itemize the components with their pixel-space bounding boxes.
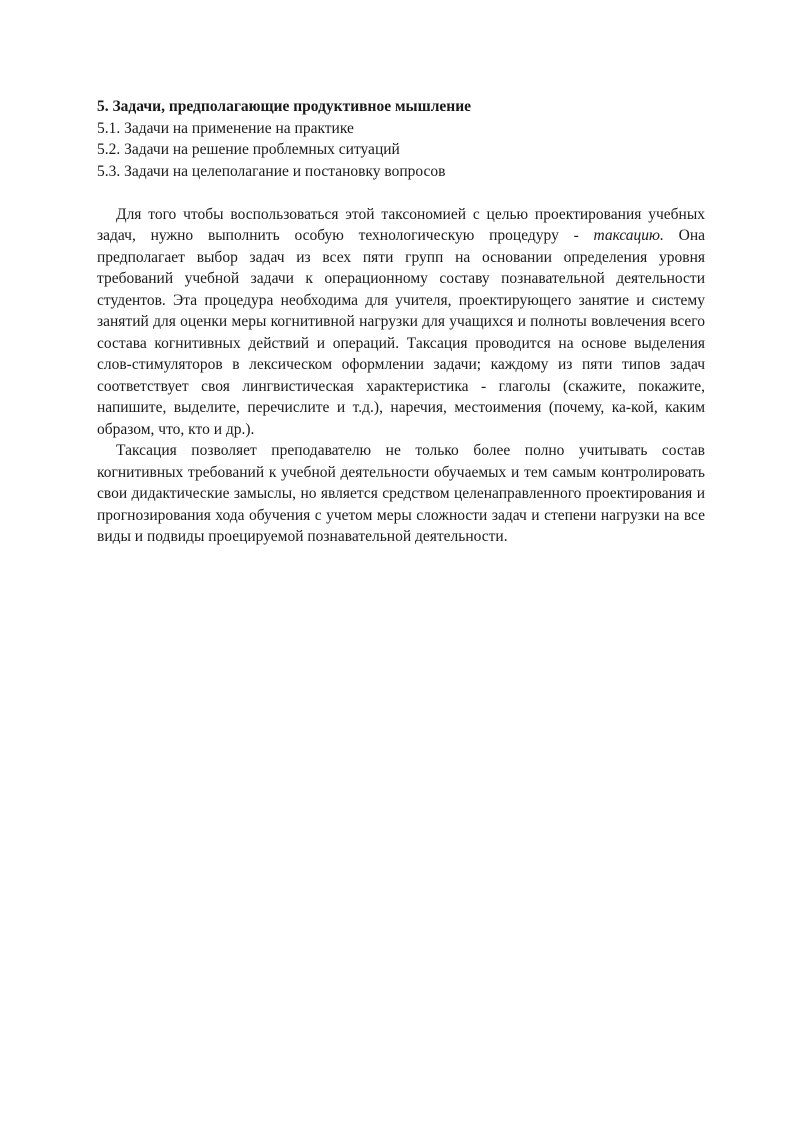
section-heading: 5. Задачи, предполагающие продуктивное мышление — [97, 98, 472, 115]
italic-term: таксацию. — [593, 227, 664, 244]
subsection-item: 5.1. Задачи на применение на практике — [97, 119, 354, 137]
blank-line — [97, 182, 705, 204]
document-page — [97, 96, 705, 548]
paragraph-taxation-procedure — [97, 204, 705, 441]
paragraph-text: Она предполагает выбор задач из всех пяти групп на основании определения уровня требований учебной задачи к операционному составу познавательной деятельности студентов. Эта процедура необходима для учителя, проектирующего занятие и систему занятий для оценки меры когнитивной нагрузки для учащихся и полноты вовлечения всего состава когнитивных действий и операций. Таксация проводится на основе выделения слов-стимуляторов в лексическом оформлении задачи; каждому из пяти типов задач соответствует своя лингвистическая характеристика - глаголы (скажите, покажите, напишите, выделите, перечислите и т.д.), наречия, местоимения (почему, ка-кой, каким образом, что, кто и др.). — [97, 227, 705, 438]
subsection-item: 5.2. Задачи на решение проблемных ситуаций — [97, 141, 400, 158]
subsection-item: 5.3. Задачи на целеполагание и постановку вопросов — [97, 162, 446, 180]
paragraph-taxation-benefits: Таксация позволяет преподавателю не только более полно учитывать состав когнитивных требований к учебной деятельности обучаемых и тем самым контролировать свои дидактические замыслы, но является средством целенаправленного проектирования и прогнозирования хода обучения с учетом меры сложности задач и степени нагрузки на все виды и подвиды проецируемой познавательной деятельности. — [97, 442, 705, 545]
paragraph-text: Для того чтобы воспользоваться этой таксономией с целью проектирования учебных задач, нужно выполнить особую технологическую процедуру - — [97, 205, 705, 244]
